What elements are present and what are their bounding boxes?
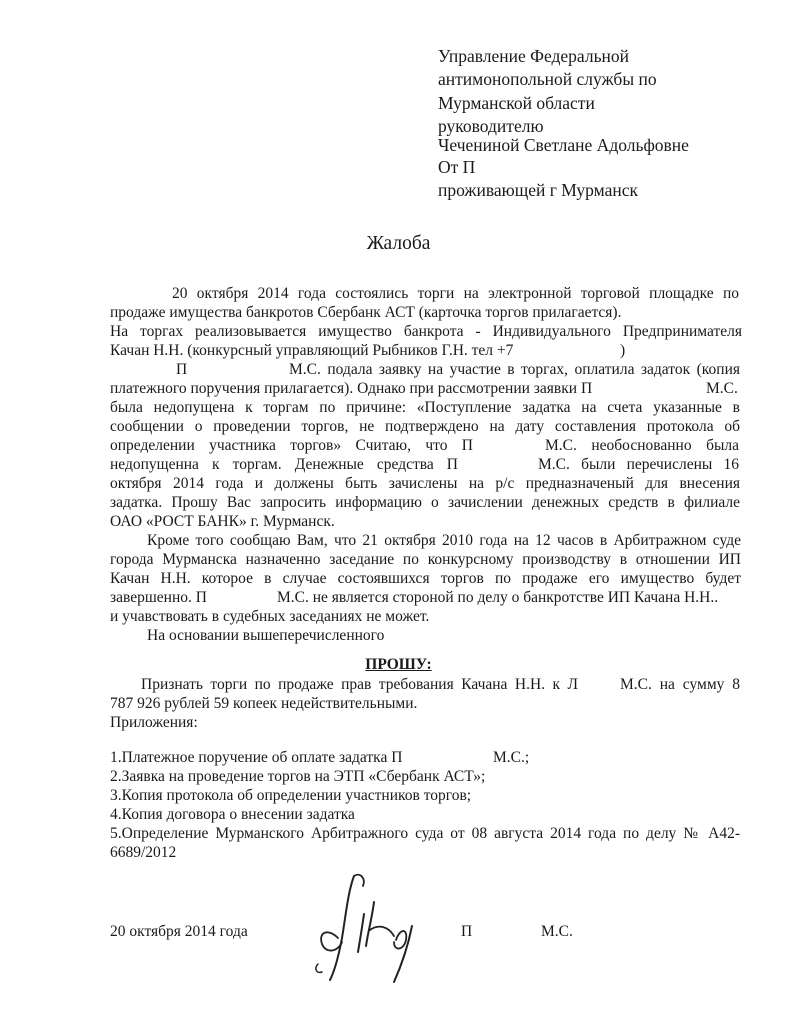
body-line: задатка. Прошу Вас запросить информацию о зачислении денежных средств в филиале bbox=[110, 494, 740, 511]
body-line: платежного поручения прилагается). Однако при рассмотрении заявки П bbox=[110, 380, 593, 397]
request-line: 787 926 рублей 59 копеек недействительными. bbox=[110, 695, 418, 712]
body-line: продаже имущества банкротов Сбербанк АСТ (карточка торгов прилагается). bbox=[110, 304, 622, 321]
addressee-line: антимонопольной службы по bbox=[438, 69, 657, 89]
footer-date: 20 октября 2014 года bbox=[110, 923, 248, 940]
attachment-item: 3.Копия протокола об определении участников торгов; bbox=[110, 787, 472, 804]
body-line: сообщении о проведении торгов, не подтверждено на дату составления протокола об bbox=[110, 418, 740, 435]
body-line-fragment: М.С. bbox=[706, 380, 738, 397]
addressee-line: Мурманской области bbox=[438, 93, 595, 113]
body-line-fragment: М.С. были перечислены 16 bbox=[538, 456, 739, 473]
attachment-item: 4.Копия договора о внесении задатка bbox=[110, 806, 355, 823]
addressee-line: руководителю bbox=[438, 116, 544, 136]
body-line: завершенно. П bbox=[110, 589, 207, 606]
body-line: ОАО «РОСТ БАНК» г. Мурманск. bbox=[110, 513, 335, 530]
sender-address-line: проживающей г Мурманск bbox=[438, 180, 639, 200]
body-line: 20 октября 2014 года состоялись торги на электронной торговой площадке по bbox=[172, 285, 739, 302]
request-line-fragment: М.С. на сумму 8 bbox=[620, 676, 740, 693]
footer-initial: П bbox=[461, 923, 473, 940]
body-line: На основании вышеперечисленного bbox=[147, 627, 385, 644]
footer-initials: М.С. bbox=[541, 923, 573, 940]
body-line: была недопущена к торгам по причине: «Поступление задатка на счета указанные в bbox=[110, 399, 740, 416]
signature bbox=[308, 868, 448, 988]
request-heading: ПРОШУ: bbox=[365, 656, 432, 673]
attachment-item: 5.Определение Мурманского Арбитражного суда от 08 августа 2014 года по делу № А42- bbox=[110, 825, 740, 842]
document-title: Жалоба bbox=[366, 233, 431, 254]
attachment-item: 2.Заявка на проведение торгов на ЭТП «Сбербанк АСТ»; bbox=[110, 768, 486, 785]
body-line: недопущенна к торгам. Денежные средства П bbox=[110, 456, 458, 473]
body-line: и учавствовать в судебных заседаниях не может. bbox=[110, 608, 430, 625]
body-line: Качан Н.Н. (конкурсный управляющий Рыбников Г.Н. тел +7 bbox=[110, 342, 514, 359]
body-line: определении участника торгов» Считаю, что П bbox=[110, 437, 473, 454]
body-line-fragment: М.С. необоснованно была bbox=[545, 437, 739, 454]
attachment-item-fragment: М.С.; bbox=[493, 749, 530, 766]
attachment-item: 1.Платежное поручение об оплате задатка П bbox=[110, 749, 403, 766]
body-line: города Мурманска назначенно заседание по конкурсному производству в отношении ИП bbox=[110, 551, 741, 568]
body-line: На торгах реализовывается имущество банкрота - Индивидуального Предпринимателя bbox=[110, 323, 742, 340]
body-line-fragment: М.С. не является стороной по делу о банкротстве ИП Качана Н.Н.. bbox=[277, 589, 719, 606]
body-line-fragment: П bbox=[176, 361, 188, 378]
addressee-line: Чечениной Светлане Адольфовне bbox=[438, 135, 689, 155]
sender-line: От П bbox=[438, 157, 476, 177]
request-line: Признать торги по продаже прав требования Качана Н.Н. к Л bbox=[141, 676, 578, 693]
body-line-fragment: ) bbox=[620, 342, 626, 359]
body-line: М.С. подала заявку на участие в торгах, оплатила задаток (копия bbox=[289, 361, 740, 378]
attachments-heading: Приложения: bbox=[110, 714, 198, 731]
addressee-line: Управление Федеральной bbox=[438, 46, 630, 66]
body-line: Кроме того сообщаю Вам, что 21 октября 2010 года на 12 часов в Арбитражном суде bbox=[147, 532, 741, 549]
attachment-item: 6689/2012 bbox=[110, 844, 177, 861]
body-line: Качан Н.Н. которое в случае состоявшихся торгов по продаже его имущество будет bbox=[110, 570, 741, 587]
body-line: октября 2014 года и должены быть зачислены на р/с предназначеный для внесения bbox=[110, 475, 740, 492]
